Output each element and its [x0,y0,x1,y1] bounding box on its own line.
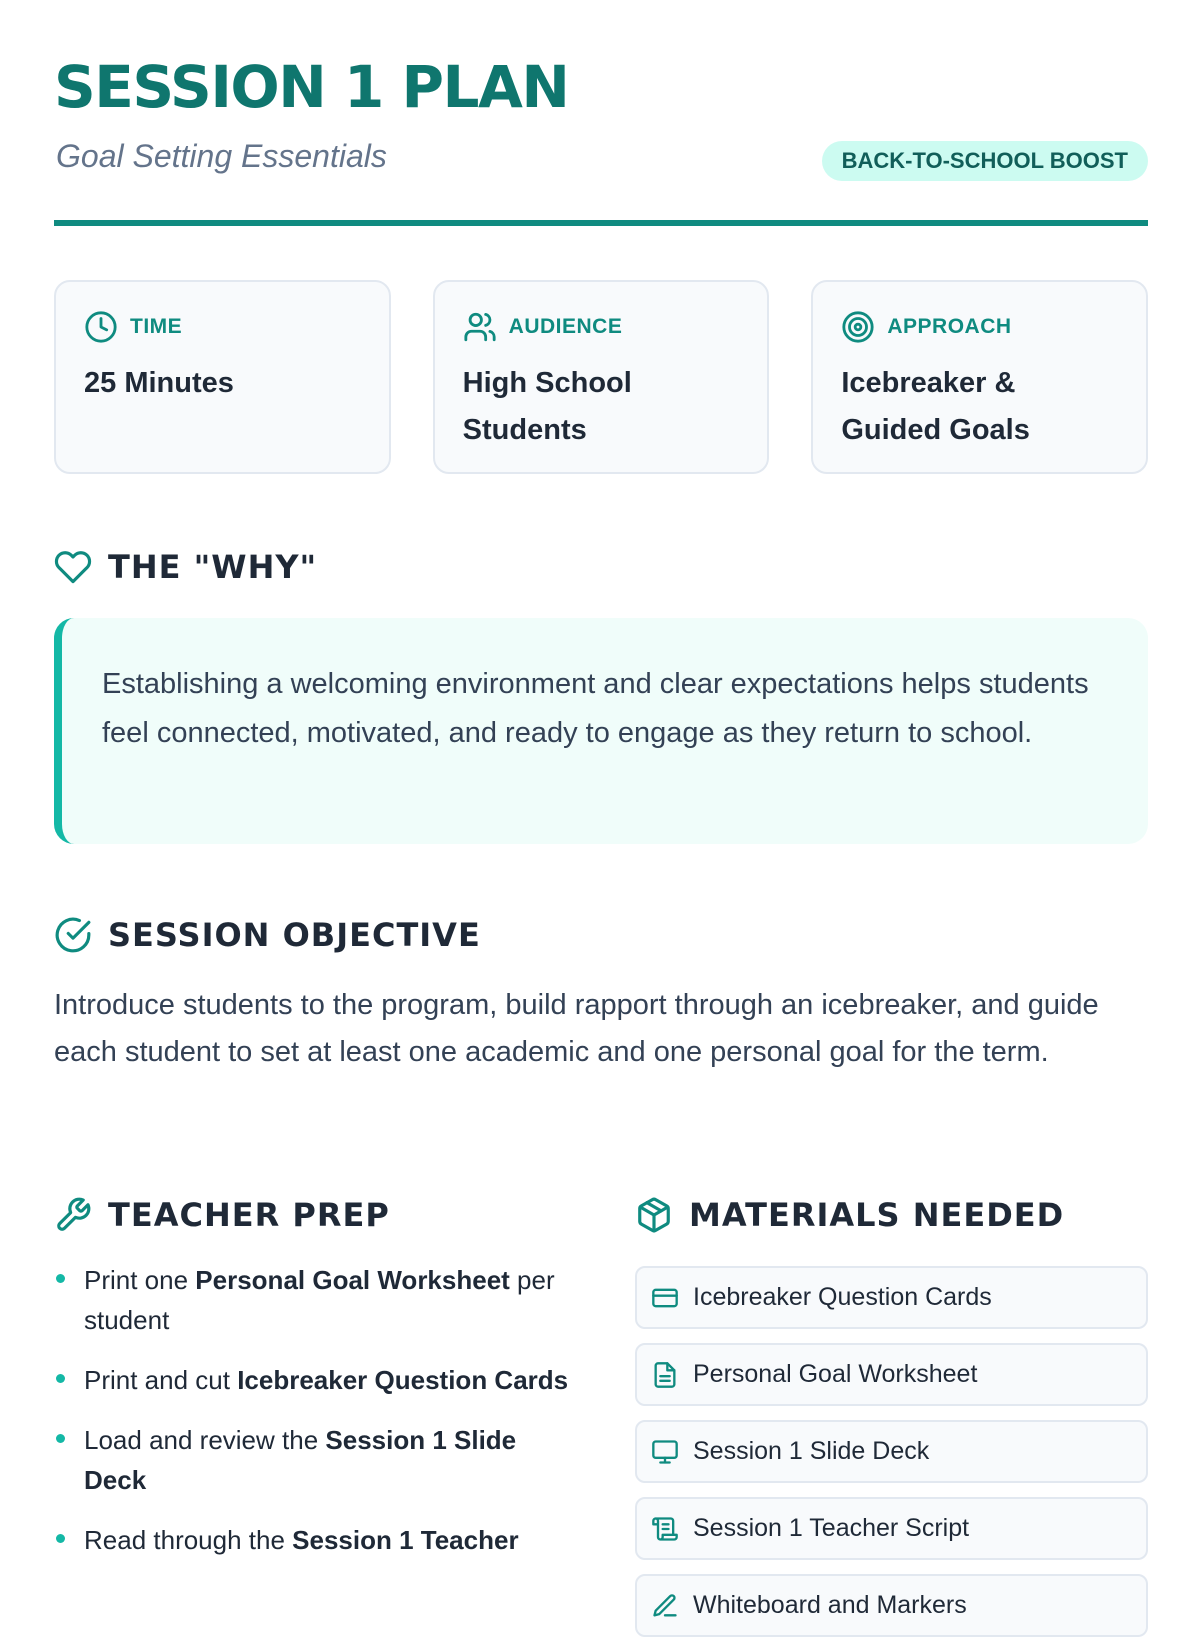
info-card-value: 25 Minutes [84,367,234,399]
material-item [635,1343,1148,1406]
objective-heading [54,916,481,954]
teacher-prep-list [54,1260,574,1580]
material-label: Session 1 Slide Deck [693,1437,930,1465]
info-card-label: APPROACH [887,315,1012,338]
material-label: Whiteboard and Markers [693,1591,967,1619]
info-card-label: TIME [130,315,183,338]
check-circle-icon [54,916,92,954]
objective-text: Introduce students to the program, build rapport through an icebreaker, and guide each student to set at least one academic and one personal goal for the term. [54,989,1099,1068]
wrench-icon [54,1196,92,1234]
info-card-label: AUDIENCE [508,315,623,338]
scroll-icon [651,1515,679,1543]
page-subtitle: Goal Setting Essentials [56,138,387,174]
users-icon [463,310,497,344]
target-icon [841,310,875,344]
monitor-icon [651,1438,679,1466]
material-item [635,1497,1148,1560]
list-item: Load and review the Session 1 Slide Deck [54,1420,574,1500]
list-item: Read through the Session 1 Teacher [54,1520,574,1560]
materials-heading [635,1196,1064,1234]
list-item: Print one Personal Goal Worksheet per student [54,1260,574,1340]
list-item: Print and cut Icebreaker Question Cards [54,1360,574,1400]
material-item [635,1420,1148,1483]
program-badge: BACK-TO-SCHOOL BOOST [822,141,1148,181]
info-cards [54,280,1148,474]
package-icon [635,1196,673,1234]
teacher-prep-heading [54,1196,390,1234]
heart-icon [54,548,92,586]
clock-icon [84,310,118,344]
header-divider [54,220,1148,226]
document-icon [651,1361,679,1389]
why-heading [54,548,317,586]
info-card-value: Icebreaker & Guided Goals [841,367,1030,446]
info-card-value: High School Students [462,367,632,446]
info-card-approach [811,280,1148,474]
section-title: THE "WHY" [108,548,318,586]
card-icon [651,1284,679,1312]
material-item [635,1266,1148,1329]
materials-list [635,1266,1148,1651]
section-title: TEACHER PREP [108,1196,390,1234]
section-title: SESSION OBJECTIVE [108,916,481,954]
material-label: Icebreaker Question Cards [693,1283,992,1311]
section-title: MATERIALS NEEDED [689,1196,1065,1234]
material-label: Personal Goal Worksheet [693,1360,978,1388]
info-card-time [54,280,391,474]
material-item [635,1574,1148,1637]
why-callout: Establishing a welcoming environment and clear expectations helps students feel connected, motivated, and ready to engage as they return to school. [54,618,1148,844]
material-label: Session 1 Teacher Script [693,1514,970,1542]
page-title: SESSION 1 PLAN [54,53,569,121]
pen-icon [651,1592,679,1620]
info-card-audience [433,280,770,474]
